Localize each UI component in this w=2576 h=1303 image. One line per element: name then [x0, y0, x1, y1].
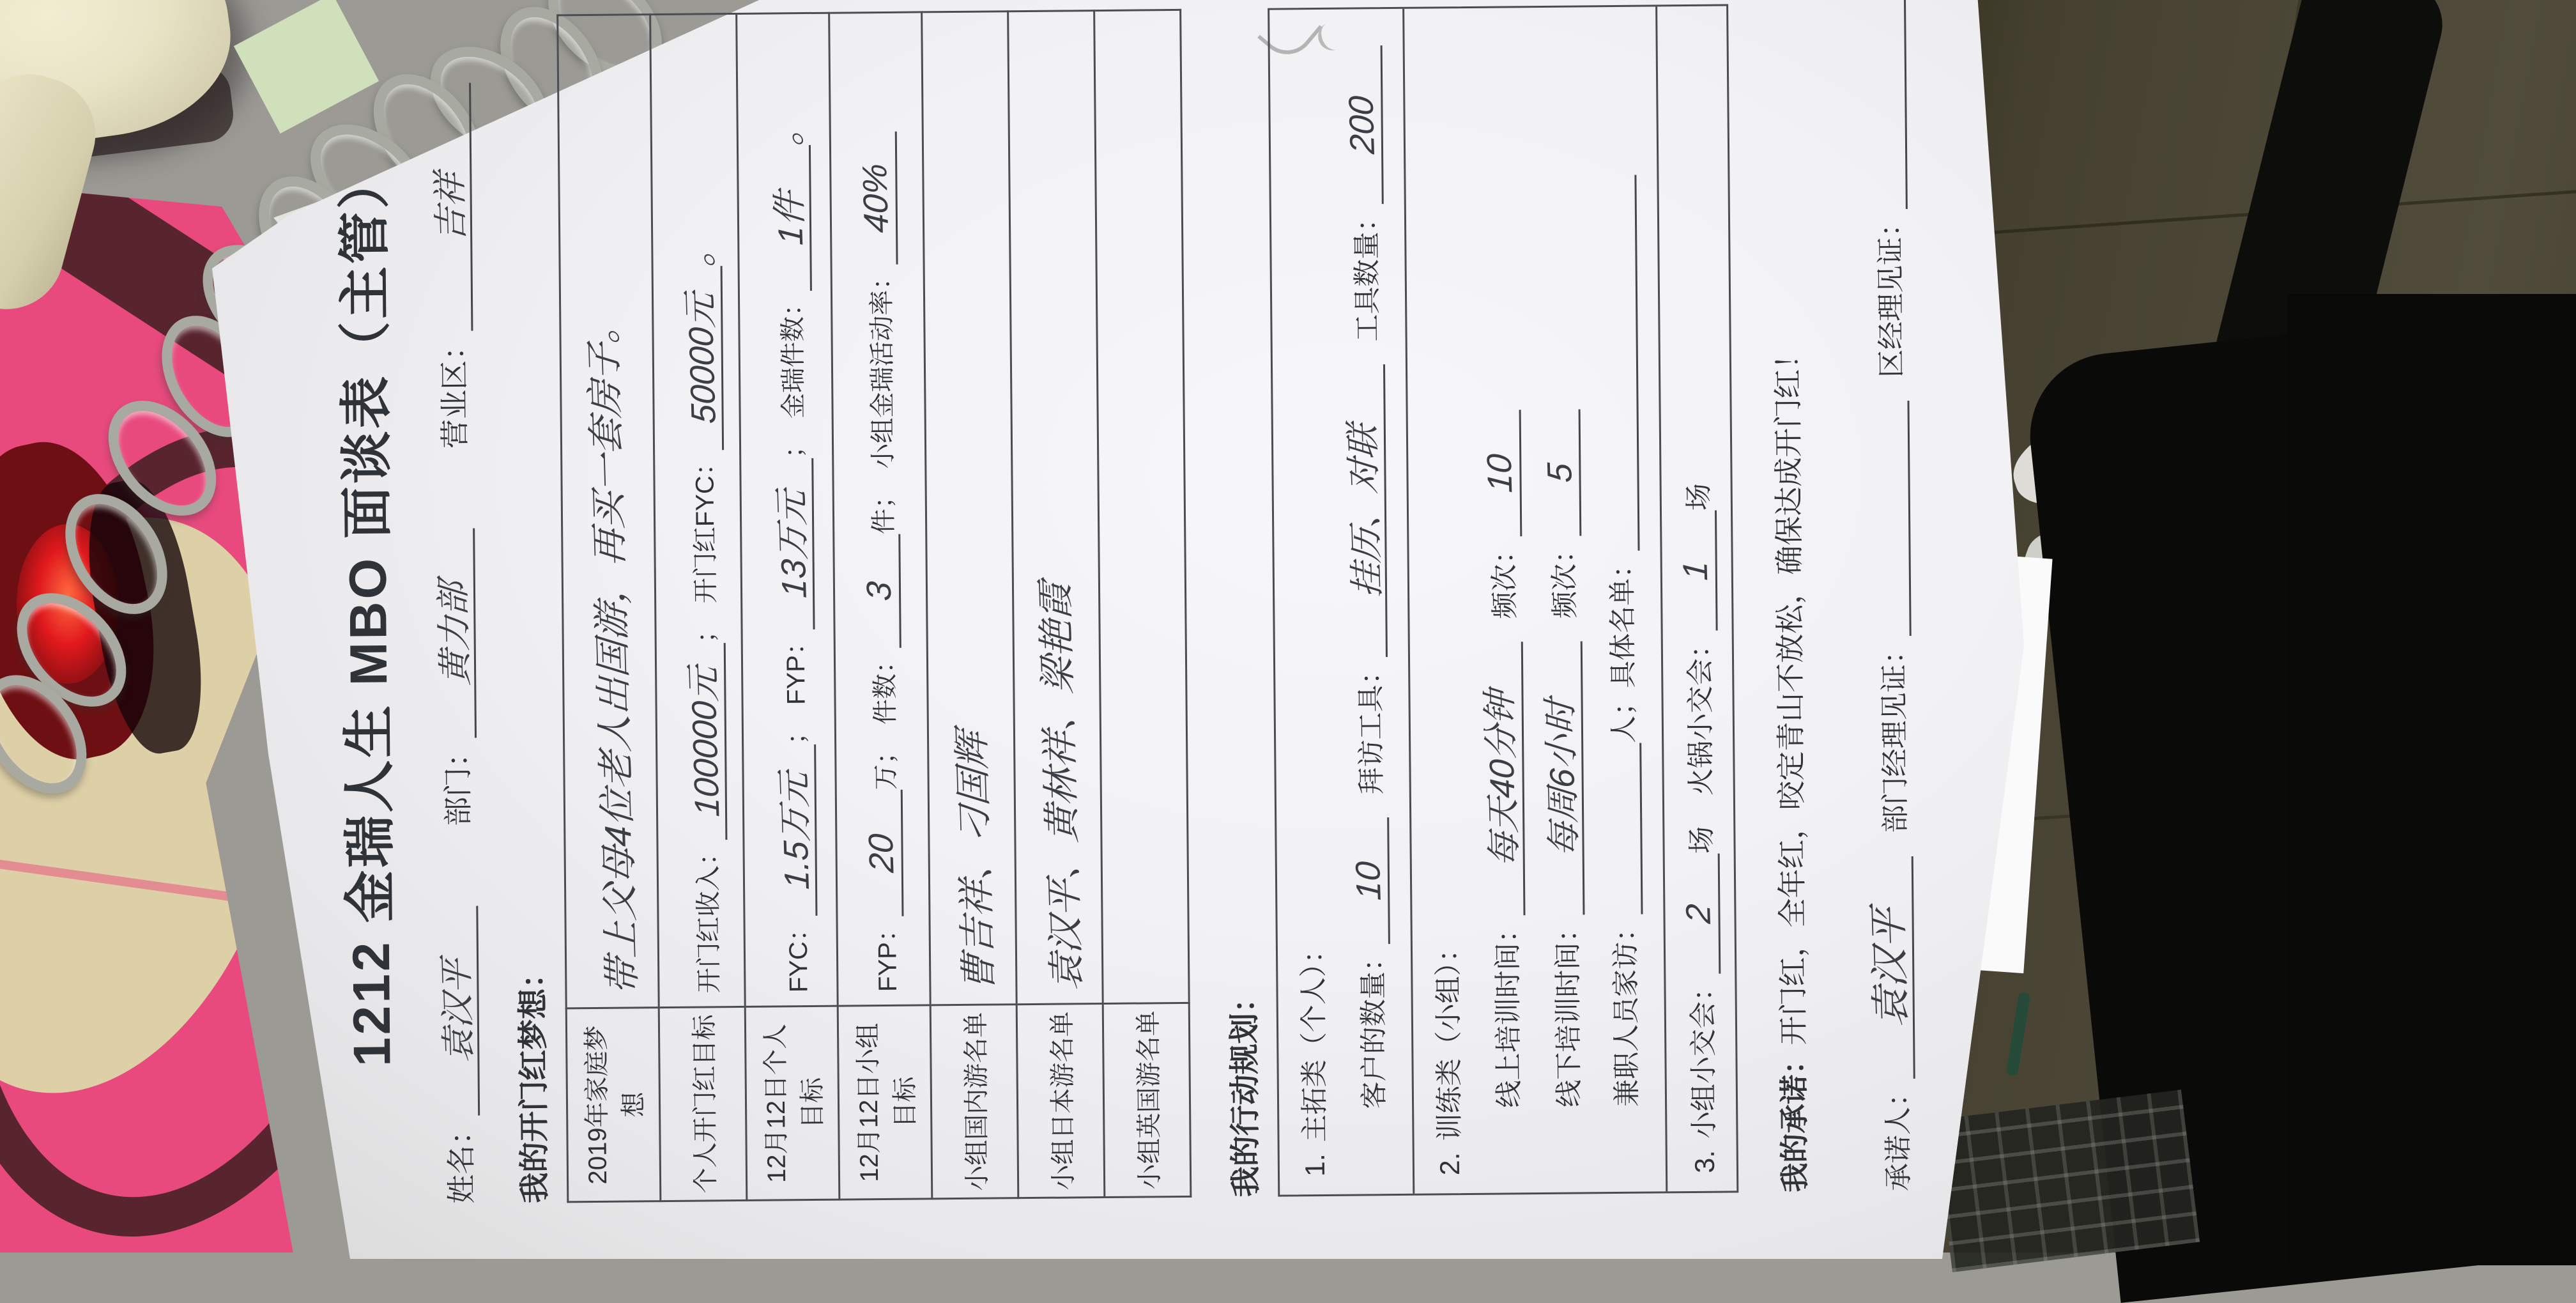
underlined-field [860, 534, 901, 649]
underlined-field [856, 132, 898, 265]
printed-text: 场 火锅小交会： [1685, 630, 1718, 854]
underlined-field [1542, 641, 1585, 915]
row-label: 2019年家庭梦想 [566, 1008, 661, 1202]
handwritten-text: 。 [677, 227, 721, 268]
printed-text: 部门经理见证： [1878, 636, 1912, 857]
printed-text: ； 开门红FYC： [691, 450, 721, 644]
handwritten-value: 2 [1679, 903, 1719, 925]
dream-section-heading: 我的开门红梦想： [516, 957, 553, 1204]
printed-text: FYP： [873, 916, 903, 992]
row-label: 小组日本游名单 [1016, 1004, 1105, 1198]
header-field [429, 83, 474, 449]
handwritten-value: 黄力部 [433, 580, 475, 686]
dream-table [556, 9, 1192, 1203]
row-label: 12月12日小组目标 [838, 1005, 932, 1199]
table-row [922, 12, 1018, 1199]
printed-text: 件； 小组金瑞活动率： [868, 264, 898, 535]
handwritten-value: 13万元 [772, 489, 814, 599]
field-label: 营业区： [437, 330, 472, 449]
handwritten-value: 每周6小时 [1540, 698, 1584, 858]
handwritten-text: 。 [765, 107, 809, 147]
printed-text: 线上培训时间： [1492, 915, 1526, 1108]
header-field [433, 528, 477, 827]
handwritten-value: 每天40分钟 [1480, 689, 1525, 868]
plan-item [1658, 6, 1737, 1191]
plaid-pant-cuff [1934, 1090, 2200, 1272]
handwritten-value: 1 [1676, 560, 1715, 582]
signoff-line [1860, 3, 1917, 1192]
handwritten-value: 40% [855, 162, 896, 234]
row-label: 小组英国游名单 [1103, 1003, 1191, 1197]
printed-text: 小组小交会： [1688, 973, 1721, 1139]
blank-field [1604, 175, 1640, 551]
plan-sub-line [1477, 26, 1527, 1107]
table-row [650, 13, 747, 1201]
printed-text: ； FYP： [781, 629, 811, 745]
printed-text: 兼职人员家访： [1610, 914, 1643, 1107]
table-row [1094, 10, 1191, 1197]
plan-item-heading [1284, 27, 1333, 1176]
underlined-field [682, 266, 724, 451]
plan-table [1268, 4, 1738, 1196]
printed-text: 万； 件数： [871, 647, 901, 790]
handwritten-value: 5 [1540, 462, 1579, 484]
promise-label: 我的承诺： [1777, 1045, 1812, 1192]
handwritten-value: 1.5万元 [774, 770, 816, 890]
underlined-field [862, 790, 903, 917]
field-label: 姓名： [444, 1115, 479, 1205]
printed-text: 人；具体名单： [1607, 550, 1640, 744]
form-title: 1212 金瑞人生 MBO 面谈表（主管） [335, 153, 402, 1067]
underlined-field [773, 458, 815, 630]
table-row [737, 13, 839, 1200]
form-header-row [428, 15, 480, 1205]
printed-text: 开门红收入： [694, 840, 724, 994]
handwritten-value: 1件 [770, 190, 810, 246]
plan-item [1269, 9, 1415, 1195]
plan-sub-line [1342, 27, 1392, 1109]
underlined-field [1540, 410, 1582, 537]
plan-item-heading [1672, 24, 1722, 1173]
handwritten-value: 10 [1349, 860, 1388, 902]
promise-text: 开门红，全年红，咬定青山不放松，确保达成开门红！ [1770, 339, 1811, 1045]
underlined-field [685, 643, 727, 840]
plan-sub-line [1537, 25, 1586, 1107]
printed-text: 频次： [1489, 536, 1521, 642]
printed-text: 线下培训时间： [1552, 914, 1585, 1107]
row-value [1094, 10, 1190, 1003]
row-label: 小组国内游名单 [930, 1005, 1018, 1199]
header-field [436, 906, 480, 1205]
handwritten-value: 吉祥 [430, 171, 471, 243]
promise-line [1761, 3, 1814, 1192]
underlined-field [1482, 642, 1525, 916]
underlined-field [770, 145, 811, 291]
printed-text: 频次： [1549, 536, 1581, 642]
field-label: 部门： [441, 737, 475, 827]
underlined-field [776, 744, 818, 916]
printed-text: FYC： [784, 915, 813, 993]
row-value [558, 15, 659, 1008]
printed-text: ； 金瑞件数： [778, 290, 809, 459]
printed-text: 客户的数量： [1358, 944, 1390, 1109]
handwritten-value: 10 [1480, 452, 1520, 494]
mbo-interview-form [289, 0, 1974, 1250]
handwritten-value: 挂历、对联 [1343, 423, 1387, 599]
handwritten-value: 袁汉平 [436, 957, 479, 1064]
plan-section-heading: 我的行动规划： [1227, 982, 1264, 1198]
plan-item-title: 主拓类（个人）： [1298, 936, 1331, 1143]
row-label: 12月12日个人目标 [745, 1006, 839, 1200]
printed-text: 工具数量： [1351, 204, 1384, 365]
underlined-field [1480, 410, 1522, 537]
person-dark-clothing [2287, 294, 2576, 1265]
handwritten-value: 3 [859, 580, 899, 602]
handwritten-value: 20 [861, 833, 901, 874]
plan-sub-line [1597, 25, 1645, 1107]
underlined-field [1342, 45, 1384, 204]
handwritten-value: 200 [1342, 95, 1383, 155]
table-row [829, 12, 932, 1199]
printed-text: 场 [1683, 482, 1715, 511]
handwritten-text: 带上父母4位老人出国游，再买一套房子。 [581, 305, 644, 996]
underlined-field [1679, 854, 1721, 975]
underlined-field [438, 906, 480, 1116]
plan-item-heading [1419, 26, 1468, 1175]
blank-field [1609, 743, 1643, 914]
row-value [1008, 11, 1103, 1005]
underlined-field [434, 528, 477, 739]
plan-item-number: 2. [1435, 1152, 1466, 1176]
handwritten-text: 曹吉祥、刁国辉 [951, 730, 1000, 993]
row-label: 个人开门红目标 [659, 1006, 747, 1201]
blank-field [1873, 0, 1908, 209]
plan-item-number: 3. [1689, 1150, 1721, 1174]
table-row [558, 15, 661, 1202]
handwritten-text: 袁汉平、黄林祥、梁艳霞 [1034, 581, 1089, 992]
handwritten-value: 袁汉平 [1866, 907, 1914, 1029]
underlined-field [1349, 817, 1390, 944]
printed-text: 拜访工具： [1355, 657, 1388, 818]
printed-text: 承诺人： [1882, 1078, 1915, 1192]
row-value [650, 13, 746, 1007]
handwritten-value: 100000元 [684, 665, 727, 818]
row-value [922, 12, 1017, 1005]
underlined-field [431, 83, 473, 332]
handwritten-value: 50000元 [680, 291, 723, 425]
plan-item-number: 1. [1300, 1153, 1331, 1177]
blank-field [1876, 401, 1912, 636]
row-value [737, 13, 838, 1006]
printed-text: 区经理见证： [1874, 208, 1908, 401]
underlined-field [1676, 511, 1717, 631]
underlined-field [1867, 856, 1915, 1079]
plan-item [1405, 6, 1668, 1193]
row-value [829, 12, 931, 1006]
plan-item-title: 训练类（小组）： [1433, 934, 1466, 1141]
underlined-field [1345, 364, 1388, 658]
table-row [1008, 11, 1105, 1198]
